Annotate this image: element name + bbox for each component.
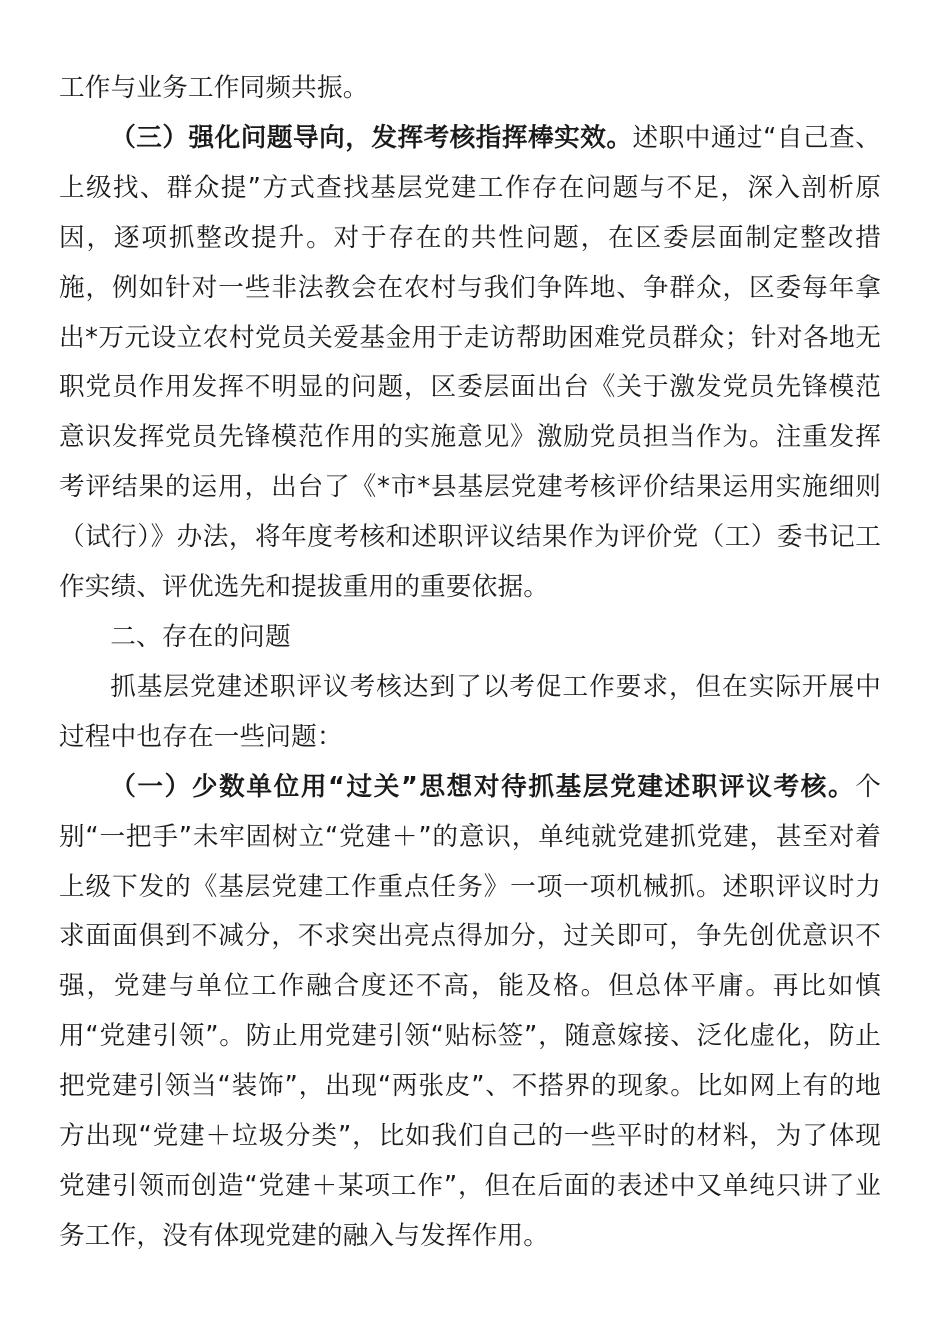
paragraph-text: 工作与业务工作同频共振。 — [59, 73, 369, 103]
paragraph-text: 个别“一把手”未牢固树立“党建＋”的意识，单纯就党建抓党建，甚至对着上级下发的《基层党建工作重点任务》一项一项机械抓。述职评议时力求面面俱到不减分，不求突出亮点得加分，过关即可，争先创优意识不强，党建与单位工作融合度还不高，能及格。但总体平庸。再比如慎用“党建引领”。防止用党建引领“贴标签”，随意嫁接、泛化虚化，防止把党建引领当“装饰”，出现“两张皮”、不搭界的现象。比如网上有的地方出现“党建＋垃圾分类”，比如我们自己的一些平时的材料，为了体现党建引领而创造“党建＋某项工作”，但在后面的表述中又单纯只讲了业务工作，没有体现党建的融入与发挥作用。 — [59, 771, 881, 1251]
section-heading: （三）强化问题导向，发挥考核指挥棒实效。 — [110, 122, 633, 153]
chapter-title: 二、存在的问题 — [110, 621, 291, 652]
paragraph-text: 抓基层党建述职评议考核达到了以考促工作要求，但在实际开展中过程中也存在一些问题： — [59, 671, 881, 752]
paragraph-section-3 — [59, 114, 881, 613]
document-body — [59, 64, 881, 1262]
section-heading: （一）少数单位用“过关”思想对待抓基层党建述职评议考核。 — [110, 771, 856, 802]
paragraph-problem-1 — [59, 763, 881, 1262]
paragraph-text: 述职中通过“自己查、上级找、群众提”方式查找基层党建工作存在问题与不足，深入剖析原因，逐项抓整改提升。对于存在的共性问题，在区委层面制定整改措施，例如针对一些非法教会在农村与我们争阵地、争群众，区委每年拿出*万元设立农村党员关爱基金用于走访帮助困难党员群众；针对各地无职党员作用发挥不明显的问题，区委层面出台《关于激发党员先锋模范意识发挥党员先锋模范作用的实施意见》激励党员担当作为。注重发挥考评结果的运用，出台了《*市*县基层党建考核评价结果运用实施细则（试行）》办法，将年度考核和述职评议结果作为评价党（工）委书记工作实绩、评优选先和提拔重用的重要依据。 — [59, 122, 881, 603]
chapter-heading — [59, 613, 881, 663]
paragraph-intro — [59, 663, 881, 763]
paragraph-continuation — [59, 64, 881, 114]
